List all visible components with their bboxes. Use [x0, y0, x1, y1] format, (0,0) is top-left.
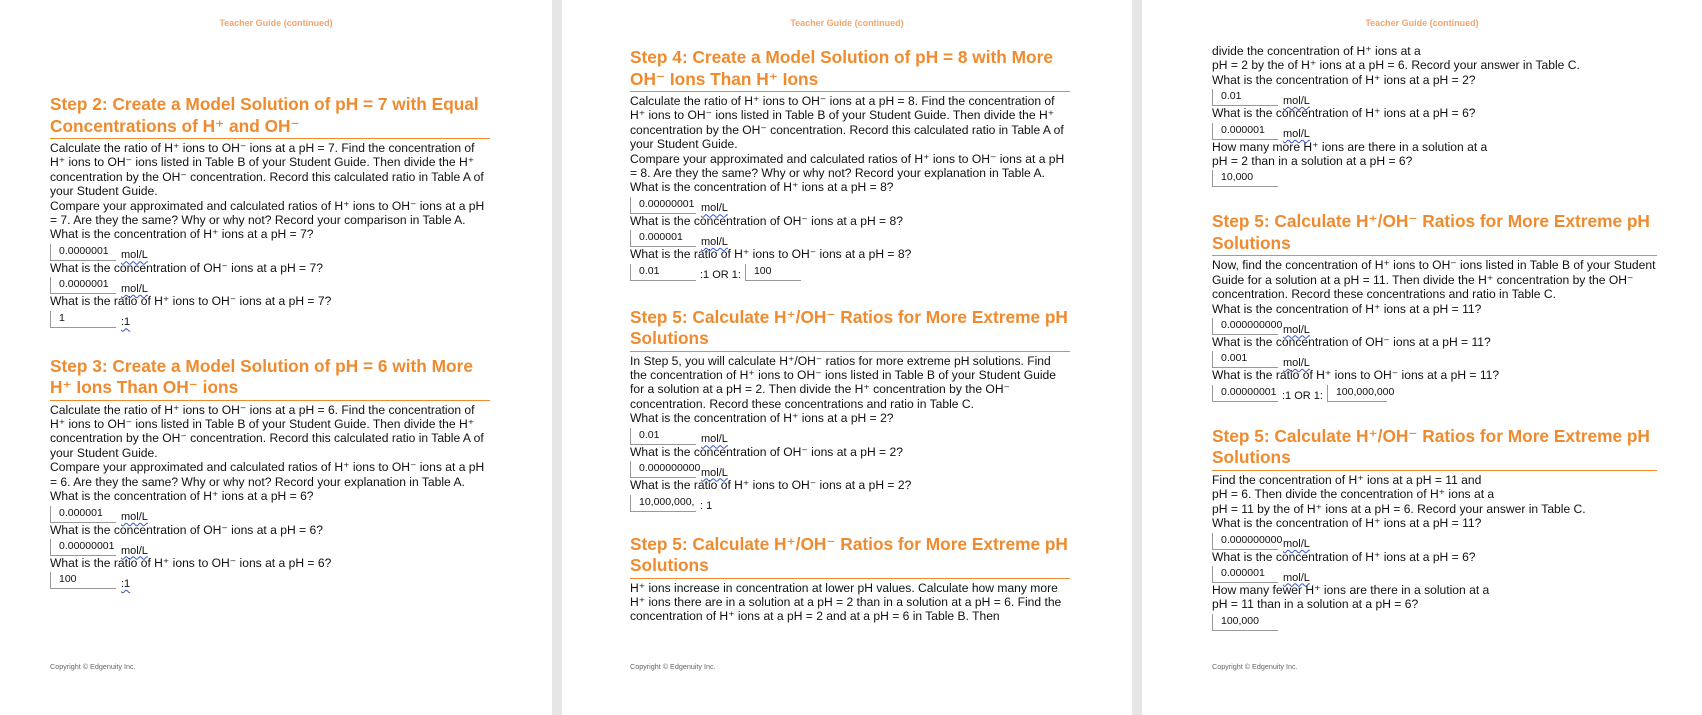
page-2 [562, 0, 1132, 715]
step-5-paragraph: In Step 5, you will calculate H⁺/OH⁻ ratios for more extreme pH solutions. Find the concentration of H⁺ ions to OH⁻ ions listed in Table B of your Student Guide for a solution at a pH = 2. Then divide the H⁺ concentration by the OH⁻ concentration. Record these concentrations and ratio in Table C. [630, 353, 1056, 411]
answer-field[interactable]: 0.000001 [50, 506, 116, 523]
step-5-section [630, 307, 1070, 512]
step-5-section [630, 534, 1070, 624]
question: What is the concentration of OH⁻ ions at a pH = 8? [630, 213, 903, 228]
question: What is the concentration of OH⁻ ions at a pH = 6? [50, 522, 323, 537]
answer-field[interactable]: 1 [50, 311, 116, 328]
question: What is the concentration of H⁺ ions at a pH = 2? [1212, 72, 1476, 87]
unit-label: mol/L [1283, 94, 1310, 107]
question: What is the ratio of H⁺ ions to OH⁻ ions at a pH = 2? [630, 478, 912, 493]
answer-row [1212, 383, 1657, 402]
question: How many more H⁺ ions are there in a solution at a [1212, 139, 1488, 154]
step-4-section [630, 47, 1070, 281]
answer-row [50, 504, 490, 523]
step-4-paragraph-2: Compare your approximated and calculated ratios of H⁺ ions to OH⁻ ions at a pH = 8. Are they the same? Why or why not? Record your explanation in Table A. [630, 151, 1065, 181]
unit-label: mol/L [1283, 323, 1310, 336]
answer-row [1212, 316, 1657, 335]
question: What is the concentration of H⁺ ions at a pH = 11? [1212, 516, 1482, 531]
question: What is the ratio of H⁺ ions to OH⁻ ions at a pH = 8? [630, 247, 912, 262]
ratio-suffix: :1 [121, 577, 131, 590]
unit-label: mol/L [701, 466, 728, 479]
answer-field[interactable]: 0.0000001 [50, 277, 116, 294]
step-2-title: Step 2: Create a Model Solution of pH = 7 with Equal Concentrations of H⁺ and OH⁻ [50, 94, 490, 139]
question: What is the ratio of H⁺ ions to OH⁻ ions at a pH = 7? [50, 294, 332, 309]
step-3-title: Step 3: Create a Model Solution of pH = 6 with More H⁺ Ions Than OH⁻ ions [50, 356, 490, 401]
step-4-title: Step 4: Create a Model Solution of pH = 8 with More OH⁻ Ions Than H⁺ Ions [630, 47, 1070, 92]
answer-row [630, 459, 1070, 478]
answer-field[interactable]: 0.00000001 [1212, 385, 1278, 402]
answer-field[interactable]: 100 [50, 572, 116, 589]
step-5-section [1212, 426, 1657, 631]
running-header: Teacher Guide (continued) [790, 18, 904, 28]
step-2-paragraph-1: Calculate the ratio of H⁺ ions to OH⁻ ions at a pH = 7. Find the concentration of H⁺ ions to OH⁻ ions listed in Table B of your Student Guide. Then divide the H⁺ concentration by the OH⁻ concentration. Record this calculated ratio in Table A of your Student Guide. [50, 141, 484, 199]
question: What is the concentration of OH⁻ ions at a pH = 2? [630, 444, 903, 459]
answer-row [630, 228, 1070, 247]
page-3 [1142, 0, 1702, 715]
step-5-title: Step 5: Calculate H⁺/OH⁻ Ratios for More Extreme pH Solutions [1212, 426, 1657, 471]
answer-row [1212, 531, 1657, 550]
question: What is the concentration of H⁺ ions at a pH = 2? [630, 411, 894, 426]
answer-field[interactable]: 0.000001 [1212, 123, 1278, 140]
unit-label: mol/L [1283, 538, 1310, 551]
unit-label: mol/L [1283, 128, 1310, 141]
step-4-paragraph-1: Calculate the ratio of H⁺ ions to OH⁻ ions at a pH = 8. Find the concentration of H⁺ ions to OH⁻ ions listed in Table B of your Student Guide. Then divide the H⁺ concentration by the OH⁻ concentration. Record this calculated ratio in Table A of your Student Guide. [630, 94, 1064, 152]
answer-row [1212, 121, 1657, 140]
unit-label: mol/L [121, 511, 148, 524]
unit-label: mol/L [121, 249, 148, 262]
answer-field-alt[interactable]: 100 [745, 264, 801, 281]
answer-row [630, 426, 1070, 445]
answer-field[interactable]: 0.00000001 [50, 539, 116, 556]
unit-label: mol/L [1283, 357, 1310, 370]
ratio-suffix: :1 [121, 316, 131, 329]
answer-field[interactable]: 0.001 [1212, 351, 1278, 368]
unit-label: mol/L [121, 282, 148, 295]
step-3-section [50, 356, 490, 590]
answer-field[interactable]: 0.000000000 [630, 461, 696, 478]
question: What is the concentration of H⁺ ions at a pH = 6? [50, 489, 314, 504]
step-5-title: Step 5: Calculate H⁺/OH⁻ Ratios for More Extreme pH Solutions [630, 534, 1070, 579]
question: What is the concentration of H⁺ ions at a pH = 6? [1212, 106, 1476, 121]
paragraph-line: pH = 6. Then divide the concentration of H⁺ ions at a [1212, 487, 1495, 502]
step-3-paragraph-2: Compare your approximated and calculated ratios of H⁺ ions to OH⁻ ions at a pH = 6. Are they the same? Why or why not? Record your explanation in Table A. [50, 460, 485, 489]
answer-row [50, 242, 490, 261]
answer-row [630, 195, 1070, 214]
unit-label: mol/L [121, 544, 148, 557]
unit-label: mol/L [701, 202, 728, 215]
page-content [1212, 44, 1657, 649]
answer-row [50, 570, 490, 589]
question: What is the concentration of OH⁻ ions at a pH = 7? [50, 260, 323, 275]
answer-field[interactable]: 0.000001 [1212, 566, 1278, 583]
step-2-section [50, 94, 490, 328]
answer-field[interactable]: 0.01 [630, 428, 696, 445]
paragraph-line: pH = 11 by the of H⁺ ions at a pH = 6. Record your answer in Table C. [1212, 501, 1586, 516]
answer-field-alt[interactable]: 100,000,000 [1327, 385, 1387, 402]
unit-label: mol/L [701, 433, 728, 446]
question: What is the concentration of OH⁻ ions at a pH = 11? [1212, 335, 1491, 350]
question: How many fewer H⁺ ions are there in a solution at a [1212, 582, 1490, 597]
step-5-paragraph: H⁺ ions increase in concentration at lower pH values. Calculate how many more H⁺ ions there are in a solution at a pH = 2 than in a solution at a pH = 6. Find the concentration of H⁺ ions at a pH = 2 and at a pH = 6 in Table B. Then [630, 580, 1062, 624]
running-header: Teacher Guide (continued) [1365, 18, 1479, 28]
question: pH = 2 than in a solution at a pH = 6? [1212, 154, 1413, 169]
answer-row [1212, 87, 1657, 106]
answer-row [630, 493, 1070, 512]
copyright-footer: Copyright © Edgenuity Inc. [50, 662, 136, 671]
paragraph-line: Find the concentration of H⁺ ions at a pH = 11 and [1212, 472, 1482, 487]
question: What is the concentration of H⁺ ions at a pH = 7? [50, 227, 314, 242]
paragraph-line: pH = 2 by the of H⁺ ions at a pH = 6. Record your answer in Table C. [1212, 58, 1580, 73]
page-content [50, 94, 490, 607]
page-content [630, 47, 1070, 642]
answer-row [1212, 168, 1657, 187]
ratio-suffix: : 1 [700, 500, 713, 513]
answer-field[interactable]: 0.01 [630, 264, 696, 281]
answer-row [50, 537, 490, 556]
paragraph-line: divide the concentration of H⁺ ions at a [1212, 44, 1421, 58]
running-header: Teacher Guide (continued) [219, 18, 333, 28]
answer-field[interactable]: 0.0000001 [50, 244, 116, 261]
question: What is the ratio of H⁺ ions to OH⁻ ions at a pH = 6? [50, 555, 332, 570]
answer-row [1212, 612, 1657, 631]
question: What is the concentration of H⁺ ions at a pH = 6? [1212, 549, 1476, 564]
ratio-separator: :1 OR 1: [700, 269, 741, 282]
answer-field[interactable]: 10,000,000, [630, 495, 696, 512]
unit-label: mol/L [1283, 571, 1310, 584]
question: pH = 11 than in a solution at a pH = 6? [1212, 597, 1419, 612]
answer-row [630, 262, 1070, 281]
question: What is the ratio of H⁺ ions to OH⁻ ions at a pH = 11? [1212, 368, 1500, 383]
step-5-title: Step 5: Calculate H⁺/OH⁻ Ratios for More Extreme pH Solutions [630, 307, 1070, 352]
step-5-section [1212, 211, 1657, 401]
answer-field[interactable]: 100,000 [1212, 614, 1278, 631]
answer-field[interactable]: 0.01 [1212, 89, 1278, 106]
unit-label: mol/L [701, 235, 728, 248]
step-2-paragraph-2: Compare your approximated and calculated ratios of H⁺ ions to OH⁻ ions at a pH = 7. Are they the same? Why or why not? Record your comparison in Table A. [50, 198, 485, 228]
continued-section [1212, 44, 1657, 187]
copyright-footer: Copyright © Edgenuity Inc. [630, 662, 716, 671]
step-5-title: Step 5: Calculate H⁺/OH⁻ Ratios for More Extreme pH Solutions [1212, 211, 1657, 256]
answer-row [50, 275, 490, 294]
answer-row [50, 309, 490, 328]
answer-field[interactable]: 0.000000000 [1212, 533, 1278, 550]
copyright-footer: Copyright © Edgenuity Inc. [1212, 662, 1298, 671]
answer-field[interactable]: 10,000 [1212, 170, 1278, 187]
question: What is the concentration of H⁺ ions at a pH = 11? [1212, 301, 1482, 316]
question: What is the concentration of H⁺ ions at a pH = 8? [630, 180, 894, 195]
answer-row [1212, 564, 1657, 583]
step-3-paragraph-1: Calculate the ratio of H⁺ ions to OH⁻ ions at a pH = 6. Find the concentration of H⁺ ions to OH⁻ ions listed in Table B of your Student Guide. Then divide the H⁺ concentration by the OH⁻ concentration. Record this calculated ratio in Table A of your Student Guide. [50, 402, 484, 460]
page-1 [0, 0, 552, 715]
answer-field[interactable]: 0.000000000 [1212, 318, 1278, 335]
answer-row [1212, 349, 1657, 368]
answer-field[interactable]: 0.000001 [630, 230, 696, 247]
answer-field[interactable]: 0.00000001 [630, 197, 696, 214]
ratio-separator: :1 OR 1: [1282, 390, 1323, 403]
step-5-paragraph: Now, find the concentration of H⁺ ions to OH⁻ ions listed in Table B of your Student Guide for a solution at a pH = 11. Then divide the H⁺ concentration by the OH⁻ concentration. Record these concentrations and ratio in Table C. [1212, 258, 1656, 302]
